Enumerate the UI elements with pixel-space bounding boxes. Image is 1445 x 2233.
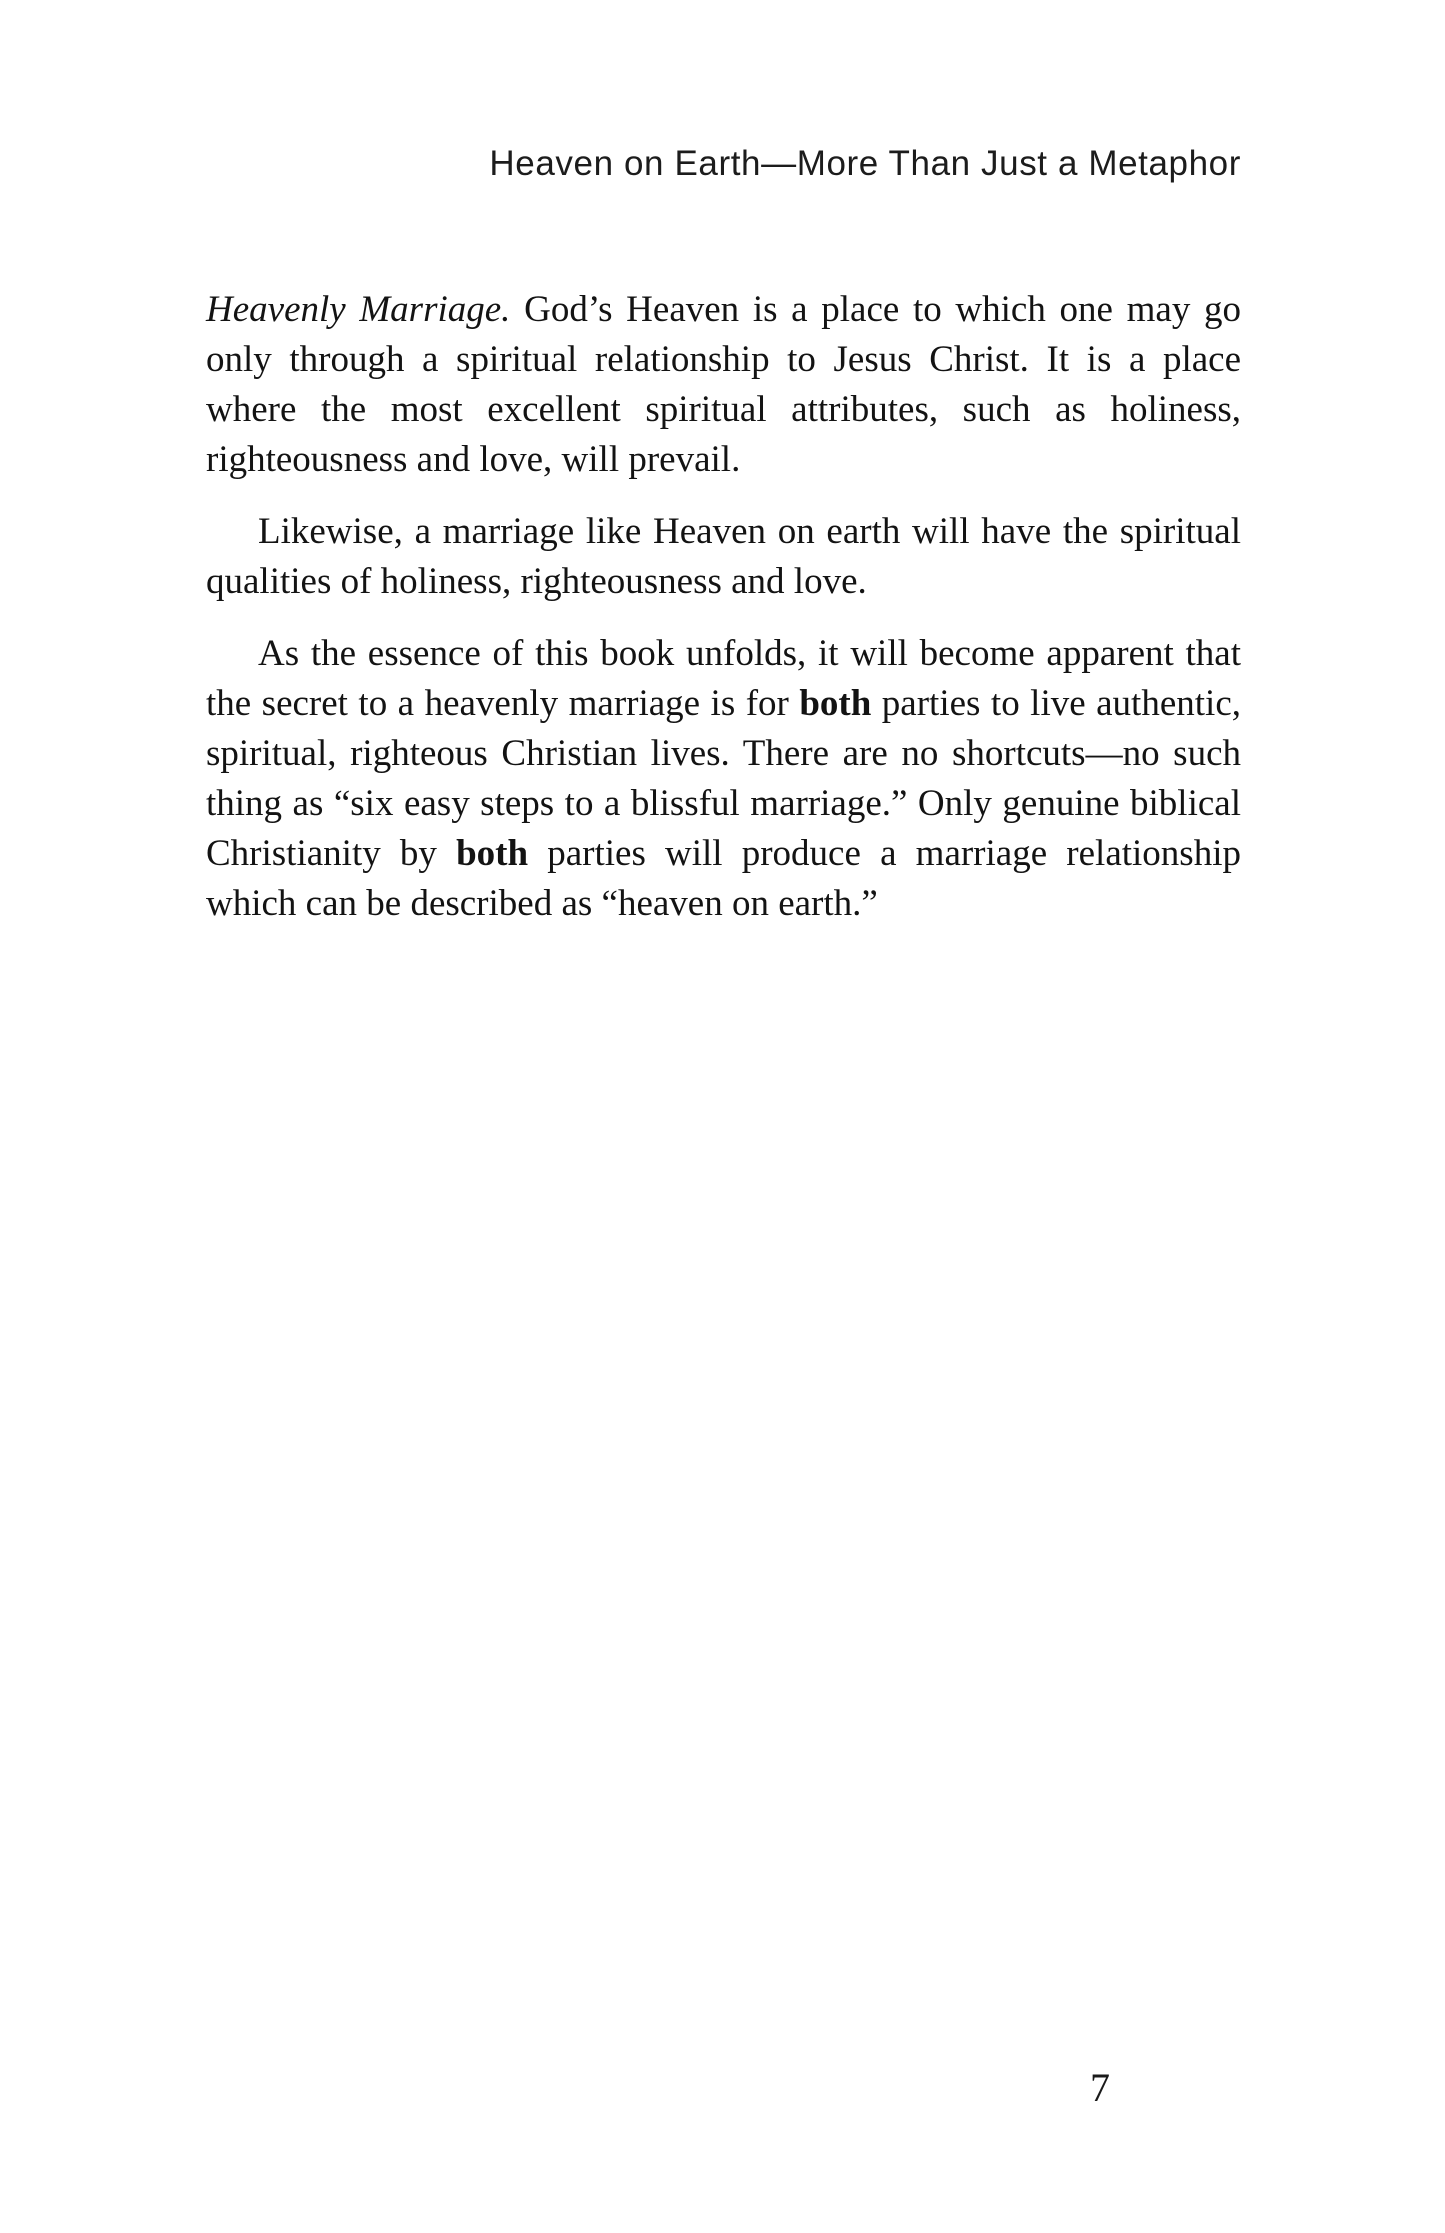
running-header: Heaven on Earth—More Than Just a Metaphor [489, 144, 1241, 183]
text-segment: parties will produce a marriage relationship which can be described as “heaven on earth.” [206, 833, 1241, 924]
paragraph-1 [206, 285, 1241, 485]
paragraph-3 [206, 629, 1241, 929]
bold-text: both [456, 833, 529, 874]
text-segment: As the essence of this book unfolds, it will become apparent that the secret to a heavenly marriage is for [206, 633, 1241, 724]
italic-text: Heavenly Marriage. [206, 289, 511, 330]
page-number: 7 [1090, 2065, 1110, 2110]
text-segment: parties to live authentic, spiritual, righteous Christian lives. There are no shortcuts—no such thing as “six easy steps to a blissful marriage.” Only genuine biblical Christianity by [206, 683, 1241, 874]
text-segment: God’s Heaven is a place to which one may go only through a spiritual relationship to Jesus Christ. It is a place where the most excellent spiritual attributes, such as holiness, righteousness and love, will prevail. [206, 289, 1241, 480]
page-body [206, 285, 1241, 929]
bold-text: both [799, 683, 872, 724]
text-segment: Likewise, a marriage like Heaven on earth will have the spiritual qualities of holiness, righteousness and love. [206, 511, 1241, 602]
paragraph-2 [206, 507, 1241, 607]
